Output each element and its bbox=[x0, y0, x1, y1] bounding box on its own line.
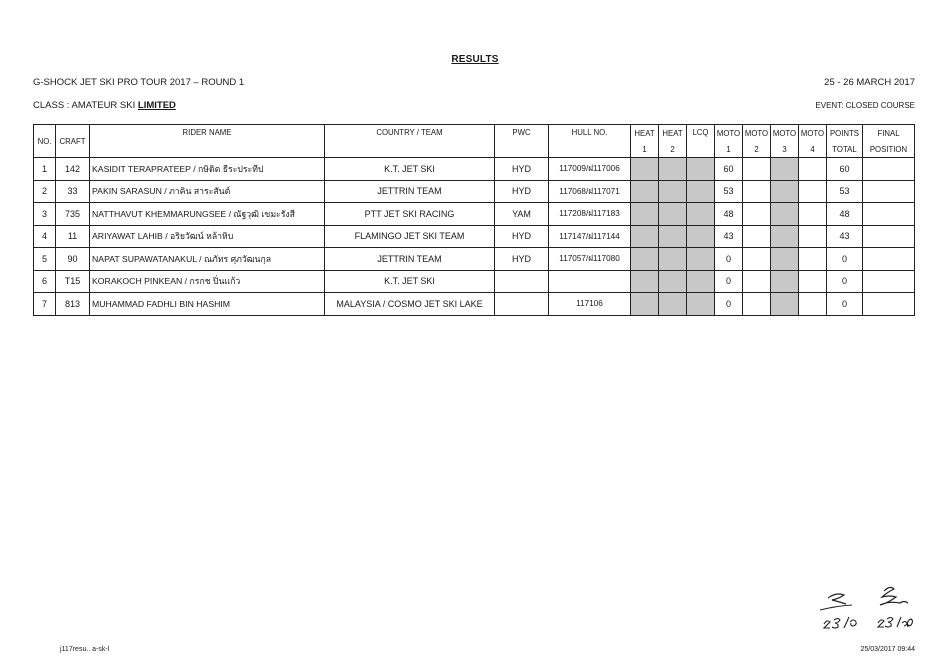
cell-heat2 bbox=[659, 270, 687, 293]
header-moto1: MOTO bbox=[715, 125, 743, 142]
cell-points: 48 bbox=[827, 203, 863, 226]
cell-craft: 11 bbox=[56, 225, 90, 248]
cell-no: 5 bbox=[34, 248, 56, 271]
header-rider: RIDER NAME bbox=[90, 125, 325, 158]
header-heat1-number: 1 bbox=[631, 141, 659, 158]
table-row bbox=[34, 248, 915, 271]
cell-lcq bbox=[687, 158, 715, 181]
cell-pwc bbox=[495, 270, 549, 293]
cell-no: 4 bbox=[34, 225, 56, 248]
cell-moto2 bbox=[743, 180, 771, 203]
header-heat2: HEAT bbox=[659, 125, 687, 142]
cell-moto4 bbox=[799, 158, 827, 181]
cell-moto1: 60 bbox=[715, 158, 743, 181]
cell-pwc: HYD bbox=[495, 158, 549, 181]
cell-hull: 117147/ฝ117144 bbox=[549, 225, 631, 248]
cell-heat1 bbox=[631, 203, 659, 226]
cell-no: 1 bbox=[34, 158, 56, 181]
cell-hull: 117057/ฝ117080 bbox=[549, 248, 631, 271]
cell-rider: KORAKOCH PINKEAN / กรกช ปิ่นแก้ว bbox=[90, 270, 325, 293]
cell-no: 6 bbox=[34, 270, 56, 293]
header-moto1-number: 1 bbox=[715, 141, 743, 158]
cell-heat2 bbox=[659, 293, 687, 316]
cell-pwc bbox=[495, 293, 549, 316]
cell-lcq bbox=[687, 180, 715, 203]
cell-hull: 117208/ฝ117183 bbox=[549, 203, 631, 226]
header-moto2: MOTO bbox=[743, 125, 771, 142]
cell-pwc: HYD bbox=[495, 248, 549, 271]
cell-no: 2 bbox=[34, 180, 56, 203]
cell-moto1: 48 bbox=[715, 203, 743, 226]
header-moto3-number: 3 bbox=[771, 141, 799, 158]
cell-final bbox=[863, 180, 915, 203]
header-craft: CRAFT bbox=[56, 125, 90, 158]
cell-heat1 bbox=[631, 248, 659, 271]
table-row bbox=[34, 270, 915, 293]
cell-points: 60 bbox=[827, 158, 863, 181]
cell-points: 0 bbox=[827, 248, 863, 271]
cell-lcq bbox=[687, 248, 715, 271]
class-emphasis: LIMITED bbox=[137, 100, 176, 111]
header-hull: HULL NO. bbox=[549, 125, 631, 158]
cell-craft: 735 bbox=[56, 203, 90, 226]
header-lcq: LCQ bbox=[687, 125, 715, 158]
cell-final bbox=[863, 203, 915, 226]
cell-rider: ARIYAWAT LAHIB / อริยวัฒน์ หล้าหิบ bbox=[90, 225, 325, 248]
cell-country: PTT JET SKI RACING bbox=[325, 203, 495, 226]
signature-right-stroke bbox=[880, 587, 908, 605]
page-title: RESULTS bbox=[451, 54, 499, 65]
header-final: FINAL bbox=[863, 125, 915, 142]
cell-moto3 bbox=[771, 203, 799, 226]
signature-left-underline bbox=[820, 605, 852, 610]
cell-points: 43 bbox=[827, 225, 863, 248]
cell-moto3 bbox=[771, 158, 799, 181]
cell-lcq bbox=[687, 225, 715, 248]
cell-moto2 bbox=[743, 270, 771, 293]
cell-pwc: HYD bbox=[495, 180, 549, 203]
cell-country: JETTRIN TEAM bbox=[325, 180, 495, 203]
cell-final bbox=[863, 248, 915, 271]
cell-country: MALAYSIA / COSMO JET SKI LAKE bbox=[325, 293, 495, 316]
cell-heat1 bbox=[631, 225, 659, 248]
footer-file-name: j117resu.. a-sk-l bbox=[60, 646, 110, 653]
table-row bbox=[34, 203, 915, 226]
cell-no: 3 bbox=[34, 203, 56, 226]
cell-moto3 bbox=[771, 180, 799, 203]
header-heat1: HEAT bbox=[631, 125, 659, 142]
cell-moto4 bbox=[799, 225, 827, 248]
event-name: G-SHOCK JET SKI PRO TOUR 2017 – ROUND 1 bbox=[33, 77, 245, 88]
header-moto4: MOTO bbox=[799, 125, 827, 142]
cell-hull bbox=[549, 270, 631, 293]
signature-right-date bbox=[878, 617, 913, 627]
cell-country: K.T. JET SKI bbox=[325, 158, 495, 181]
cell-moto4 bbox=[799, 203, 827, 226]
table-row bbox=[34, 158, 915, 181]
cell-moto1: 0 bbox=[715, 248, 743, 271]
signature-left bbox=[818, 586, 866, 632]
table-row bbox=[34, 180, 915, 203]
cell-pwc: YAM bbox=[495, 203, 549, 226]
cell-points: 53 bbox=[827, 180, 863, 203]
header-no: NO. bbox=[34, 125, 56, 158]
cell-no: 7 bbox=[34, 293, 56, 316]
cell-heat2 bbox=[659, 248, 687, 271]
cell-final bbox=[863, 225, 915, 248]
cell-rider: KASIDIT TERAPRATEEP / กษิดิต ธีระประทีป bbox=[90, 158, 325, 181]
cell-final bbox=[863, 270, 915, 293]
signature-left-stroke bbox=[828, 594, 846, 604]
class-prefix: CLASS : AMATEUR SKI bbox=[33, 100, 138, 111]
cell-moto3 bbox=[771, 293, 799, 316]
cell-heat1 bbox=[631, 158, 659, 181]
cell-hull: 117068/ฝ117071 bbox=[549, 180, 631, 203]
cell-heat2 bbox=[659, 158, 687, 181]
signature-left-date bbox=[824, 617, 856, 628]
cell-moto2 bbox=[743, 293, 771, 316]
footer-print-time: 25/03/2017 09:44 bbox=[860, 646, 915, 653]
cell-heat1 bbox=[631, 180, 659, 203]
header-pwc: PWC bbox=[495, 125, 549, 158]
event-date: 25 - 26 MARCH 2017 bbox=[824, 77, 915, 88]
header-moto4-number: 4 bbox=[799, 141, 827, 158]
cell-lcq bbox=[687, 270, 715, 293]
cell-moto1: 0 bbox=[715, 293, 743, 316]
cell-lcq bbox=[687, 203, 715, 226]
cell-country: K.T. JET SKI bbox=[325, 270, 495, 293]
cell-moto2 bbox=[743, 158, 771, 181]
class-line bbox=[33, 100, 176, 111]
cell-points: 0 bbox=[827, 270, 863, 293]
cell-moto2 bbox=[743, 225, 771, 248]
header-heat2-number: 2 bbox=[659, 141, 687, 158]
cell-craft: 813 bbox=[56, 293, 90, 316]
cell-moto4 bbox=[799, 248, 827, 271]
cell-heat1 bbox=[631, 293, 659, 316]
header-points-total: TOTAL bbox=[827, 141, 863, 158]
cell-heat1 bbox=[631, 270, 659, 293]
header-row-top bbox=[34, 125, 915, 142]
cell-final bbox=[863, 158, 915, 181]
cell-rider: NATTHAVUT KHEMMARUNGSEE / ณัฐวุฒิ เขมะรังสี bbox=[90, 203, 325, 226]
cell-moto2 bbox=[743, 248, 771, 271]
cell-country: JETTRIN TEAM bbox=[325, 248, 495, 271]
header-points: POINTS bbox=[827, 125, 863, 142]
cell-points: 0 bbox=[827, 293, 863, 316]
header-country: COUNTRY / TEAM bbox=[325, 125, 495, 158]
signature-right bbox=[870, 583, 920, 635]
cell-moto3 bbox=[771, 270, 799, 293]
cell-rider: PAKIN SARASUN / ภาคิน สาระสันต์ bbox=[90, 180, 325, 203]
header-moto2-number: 2 bbox=[743, 141, 771, 158]
cell-moto1: 43 bbox=[715, 225, 743, 248]
cell-moto1: 0 bbox=[715, 270, 743, 293]
cell-rider: NAPAT SUPAWATANAKUL / ณภัทร ศุภวัฒนกุล bbox=[90, 248, 325, 271]
cell-hull: 117009/ฝ117006 bbox=[549, 158, 631, 181]
cell-pwc: HYD bbox=[495, 225, 549, 248]
cell-final bbox=[863, 293, 915, 316]
cell-moto4 bbox=[799, 180, 827, 203]
cell-moto3 bbox=[771, 248, 799, 271]
table-row bbox=[34, 225, 915, 248]
header-final-position: POSITION bbox=[863, 141, 915, 158]
cell-rider: MUHAMMAD FADHLI BIN HASHIM bbox=[90, 293, 325, 316]
table-row bbox=[34, 293, 915, 316]
cell-moto4 bbox=[799, 293, 827, 316]
cell-craft: 90 bbox=[56, 248, 90, 271]
results-table bbox=[33, 124, 915, 316]
cell-lcq bbox=[687, 293, 715, 316]
cell-heat2 bbox=[659, 203, 687, 226]
event-type: EVENT: CLOSED COURSE bbox=[815, 101, 915, 110]
cell-hull: 117106 bbox=[549, 293, 631, 316]
cell-moto2 bbox=[743, 203, 771, 226]
cell-country: FLAMINGO JET SKI TEAM bbox=[325, 225, 495, 248]
cell-moto3 bbox=[771, 225, 799, 248]
header-moto3: MOTO bbox=[771, 125, 799, 142]
cell-heat2 bbox=[659, 180, 687, 203]
cell-craft: 142 bbox=[56, 158, 90, 181]
cell-craft: T15 bbox=[56, 270, 90, 293]
cell-craft: 33 bbox=[56, 180, 90, 203]
cell-moto1: 53 bbox=[715, 180, 743, 203]
cell-heat2 bbox=[659, 225, 687, 248]
cell-moto4 bbox=[799, 270, 827, 293]
